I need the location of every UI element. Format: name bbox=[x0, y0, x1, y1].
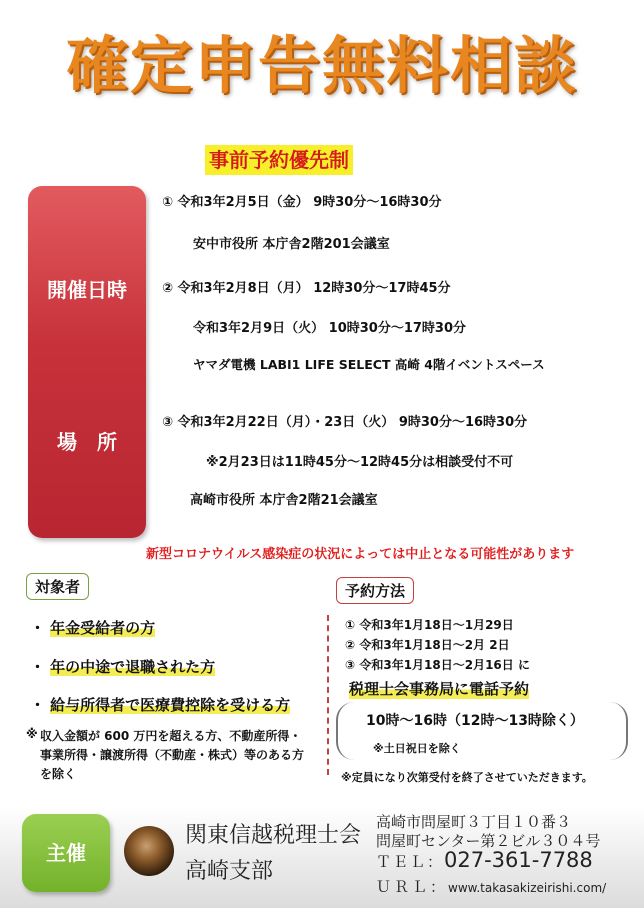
holiday-note: ※土日祝日を除く bbox=[373, 742, 461, 755]
target-item-label: 給与所得者で医療費控除を受ける方 bbox=[50, 696, 291, 714]
session-3-note: ※2月23日は11時45分～12時45分は相談受付不可 bbox=[206, 455, 514, 470]
bullet: ・ bbox=[30, 619, 46, 637]
income-note-line-2: 事業所得・譲渡所得（不動産・株式）等のある方 bbox=[40, 748, 305, 762]
address-line-2: 問屋町センター第２ビル３０４号 bbox=[376, 832, 601, 850]
booking-period-1: ① 令和3年1月18日～1月29日 bbox=[345, 618, 514, 632]
covid-warning: 新型コロナウイルス感染症の状況によっては中止となる可能性があります bbox=[146, 547, 575, 562]
phone-row bbox=[376, 848, 593, 872]
booking-period-3: ③ 令和3年1月18日～2月16日 に bbox=[345, 658, 530, 672]
page-title: 確定申告無料相談 bbox=[65, 29, 578, 102]
url-link[interactable]: www.takasakizeirishi.com/ bbox=[448, 881, 607, 895]
target-item bbox=[30, 694, 290, 715]
session-1-venue: 安中市役所 本庁舎2階201会議室 bbox=[193, 237, 390, 252]
date-label: 開催日時 bbox=[47, 278, 127, 302]
target-item-label: 年の中途で退職された方 bbox=[50, 658, 216, 676]
place-label: 場 所 bbox=[57, 430, 117, 454]
target-item bbox=[30, 656, 215, 677]
income-note-line-1: 収入金額が 600 万円を超える方、不動産所得・ bbox=[40, 729, 302, 743]
address-line-1: 高崎市問屋町３丁目１０番３ bbox=[376, 813, 572, 831]
phone-booking-label: 税理士会事務局に電話予約 bbox=[349, 680, 530, 698]
session-1-date: ① 令和3年2月5日（金） 9時30分～16時30分 bbox=[162, 195, 442, 210]
income-note-mark: ※ bbox=[26, 727, 38, 741]
date-place-label-bar bbox=[28, 186, 146, 538]
session-2-date-2: 令和3年2月9日（火） 10時30分～17時30分 bbox=[193, 321, 467, 336]
target-item-label: 年金受給者の方 bbox=[50, 619, 156, 637]
bullet: ・ bbox=[30, 696, 46, 714]
session-2-venue: ヤマダ電機 LABI1 LIFE SELECT 高崎 4階イベントスペース bbox=[193, 357, 545, 372]
session-3-venue: 高崎市役所 本庁舎2階21会議室 bbox=[190, 493, 378, 508]
bullet: ・ bbox=[30, 658, 46, 676]
booking-period-2: ② 令和3年1月18日～2月 2日 bbox=[345, 638, 510, 652]
tel-number: 027-361-7788 bbox=[444, 848, 593, 872]
organizer-branch: 高崎支部 bbox=[185, 859, 274, 884]
url-row bbox=[376, 876, 606, 897]
session-2-date-1: ② 令和3年2月8日（月） 12時30分～17時45分 bbox=[162, 281, 451, 296]
target-heading: 対象者 bbox=[26, 573, 89, 600]
tax-accountant-emblem-icon bbox=[124, 826, 174, 876]
booking-heading: 予約方法 bbox=[336, 577, 414, 604]
reservation-priority-badge: 事前予約優先制 bbox=[205, 145, 353, 175]
session-3-date: ③ 令和3年2月22日（月）・23日（火） 9時30分～16時30分 bbox=[162, 415, 528, 430]
section-divider bbox=[327, 615, 329, 775]
tel-label: ＴＥＬ： bbox=[376, 853, 445, 871]
booking-hours: 10時～16時（12時～13時除く） bbox=[366, 713, 584, 729]
income-note-line-3: を除く bbox=[40, 767, 77, 781]
organizer-name: 関東信越税理士会 bbox=[185, 823, 362, 848]
host-badge: 主催 bbox=[22, 814, 110, 892]
target-item bbox=[30, 617, 155, 638]
capacity-note: ※定員になり次第受付を終了させていただきます。 bbox=[341, 771, 593, 784]
url-label: ＵＲＬ： bbox=[376, 878, 449, 896]
